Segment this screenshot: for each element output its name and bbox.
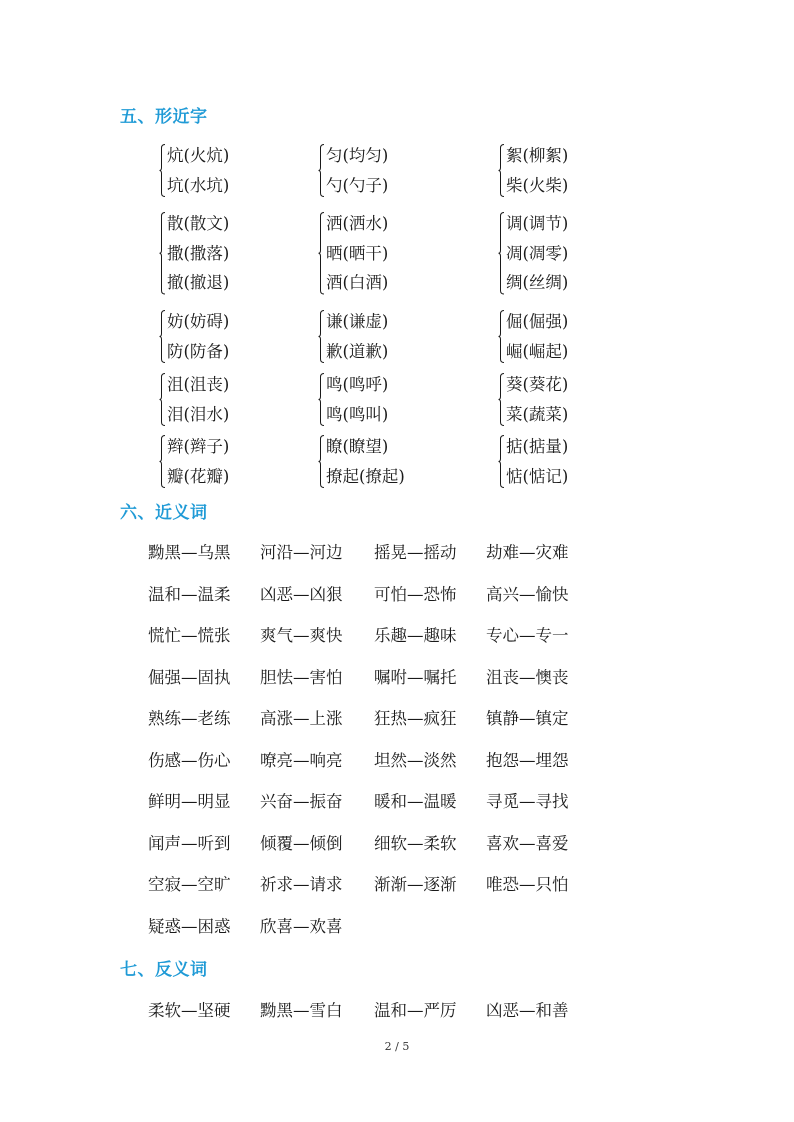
section-title-xingjinzi: 五、形近字 bbox=[120, 107, 208, 127]
xingjin-word: 絮(柳絮) bbox=[506, 146, 569, 165]
xingjin-word: 散(散文) bbox=[167, 214, 230, 233]
brace-icon bbox=[498, 373, 504, 426]
jinyi-pair: 可怕—恐怖 bbox=[374, 584, 457, 604]
xingjin-word: 鸣(鸣叫) bbox=[326, 404, 389, 424]
xingjin-word: 惦(惦记) bbox=[506, 466, 569, 486]
brace-icon bbox=[318, 310, 324, 363]
xingjin-word: 撤(撤退) bbox=[167, 273, 230, 292]
jinyi-pair: 抱怨—埋怨 bbox=[486, 750, 569, 770]
brace-icon bbox=[498, 212, 504, 295]
jinyi-pair: 黝黑—乌黑 bbox=[148, 543, 231, 562]
brace-icon bbox=[159, 212, 165, 295]
jinyi-pair: 寻觅—寻找 bbox=[486, 792, 569, 811]
jinyi-pair: 欣喜—欢喜 bbox=[260, 916, 343, 936]
xingjin-word: 掂(掂量) bbox=[506, 437, 569, 456]
xingjin-word: 调(调节) bbox=[506, 214, 569, 233]
jinyi-pair: 乐趣—趣味 bbox=[374, 626, 457, 645]
xingjin-word: 凋(凋零) bbox=[506, 243, 569, 263]
xingjin-word: 防(防备) bbox=[167, 341, 230, 361]
xingjin-word: 妨(妨碍) bbox=[167, 312, 230, 331]
jinyi-pair: 兴奋—振奋 bbox=[260, 792, 343, 811]
jinyi-pair: 倾覆—倾倒 bbox=[260, 833, 343, 853]
jinyi-pair: 嘱咐—嘱托 bbox=[374, 667, 457, 687]
xingjin-word: 瓣(花瓣) bbox=[167, 466, 230, 486]
jinyi-pair: 狂热—疯狂 bbox=[374, 709, 457, 728]
brace-icon bbox=[159, 144, 165, 197]
fanyi-pair: 温和—严厉 bbox=[374, 1001, 457, 1020]
xingjin-word: 倔(倔强) bbox=[506, 312, 569, 331]
xingjin-word: 匀(均匀) bbox=[326, 146, 389, 165]
xingjin-word: 沮(沮丧) bbox=[167, 375, 230, 394]
xingjin-word: 勺(勺子) bbox=[326, 175, 389, 195]
jinyi-pair: 慌忙—慌张 bbox=[148, 626, 231, 645]
jinyi-pair: 劫难—灾难 bbox=[486, 543, 569, 562]
xingjin-word: 洒(洒水) bbox=[326, 214, 389, 233]
jinyi-pair: 细软—柔软 bbox=[374, 833, 457, 853]
jinyi-pair: 镇静—镇定 bbox=[486, 709, 569, 728]
section-title-jinyici: 六、近义词 bbox=[120, 503, 208, 523]
brace-icon bbox=[498, 435, 504, 488]
jinyi-pair: 摇晃—摇动 bbox=[374, 543, 457, 562]
xingjin-word: 葵(葵花) bbox=[506, 375, 569, 394]
xingjin-word: 崛(崛起) bbox=[506, 341, 569, 361]
brace-icon bbox=[318, 435, 324, 488]
xingjin-word: 绸(丝绸) bbox=[506, 273, 569, 292]
jinyi-pair: 嘹亮—响亮 bbox=[260, 750, 343, 770]
jinyi-pair: 鲜明—明显 bbox=[148, 792, 231, 811]
brace-icon bbox=[498, 144, 504, 197]
section-title-fanyici: 七、反义词 bbox=[120, 960, 208, 980]
jinyi-pair: 专心—专一 bbox=[486, 626, 569, 645]
xingjin-word: 坑(水坑) bbox=[167, 175, 230, 195]
jinyi-pair: 渐渐—逐渐 bbox=[374, 875, 457, 894]
jinyi-pair: 高兴—愉快 bbox=[486, 584, 569, 604]
brace-icon bbox=[159, 435, 165, 488]
xingjin-word: 瞭(瞭望) bbox=[326, 437, 389, 456]
jinyi-pair: 坦然—淡然 bbox=[374, 750, 457, 770]
jinyi-pair: 沮丧—懊丧 bbox=[486, 667, 569, 687]
xingjin-word: 炕(火炕) bbox=[167, 146, 230, 165]
brace-icon bbox=[159, 310, 165, 363]
jinyi-pair: 喜欢—喜爱 bbox=[486, 833, 569, 853]
jinyi-pair: 河沿—河边 bbox=[260, 543, 343, 562]
jinyi-pair: 唯恐—只怕 bbox=[486, 875, 569, 894]
xingjin-word: 晒(晒干) bbox=[326, 243, 389, 263]
xingjin-word: 酒(白酒) bbox=[326, 273, 389, 292]
brace-icon bbox=[318, 144, 324, 197]
brace-icon bbox=[498, 310, 504, 363]
xingjin-word: 撩起(撩起) bbox=[326, 466, 405, 486]
jinyi-pair: 祈求—请求 bbox=[260, 875, 343, 894]
jinyi-pair: 疑惑—困惑 bbox=[148, 916, 231, 936]
xingjin-word: 辫(辫子) bbox=[167, 437, 230, 456]
jinyi-pair: 高涨—上涨 bbox=[260, 709, 343, 728]
xingjin-word: 谦(谦虚) bbox=[326, 312, 389, 331]
brace-icon bbox=[318, 373, 324, 426]
jinyi-pair: 熟练—老练 bbox=[148, 709, 231, 728]
jinyi-pair: 倔强—固执 bbox=[148, 667, 231, 687]
jinyi-pair: 空寂—空旷 bbox=[148, 875, 231, 894]
jinyi-pair: 凶恶—凶狠 bbox=[260, 584, 343, 604]
jinyi-pair: 爽气—爽快 bbox=[260, 626, 343, 645]
xingjin-word: 泪(泪水) bbox=[167, 404, 230, 424]
jinyi-pair: 暖和—温暖 bbox=[374, 792, 457, 811]
brace-icon bbox=[318, 212, 324, 295]
jinyi-pair: 温和—温柔 bbox=[148, 584, 231, 604]
jinyi-pair: 胆怯—害怕 bbox=[260, 667, 343, 687]
fanyi-pair: 柔软—坚硬 bbox=[148, 1001, 231, 1020]
brace-icon bbox=[159, 373, 165, 426]
xingjin-word: 柴(火柴) bbox=[506, 175, 569, 195]
fanyi-pair: 凶恶—和善 bbox=[486, 1001, 569, 1020]
xingjin-word: 菜(蔬菜) bbox=[506, 404, 569, 424]
jinyi-pair: 伤感—伤心 bbox=[148, 750, 231, 770]
page-number: 2 / 5 bbox=[384, 1040, 410, 1053]
jinyi-pair: 闻声—听到 bbox=[148, 833, 231, 853]
xingjin-word: 歉(道歉) bbox=[326, 341, 389, 361]
fanyi-pair: 黝黑—雪白 bbox=[260, 1001, 343, 1020]
xingjin-word: 撒(撒落) bbox=[167, 243, 230, 263]
xingjin-word: 鸣(鸣呼) bbox=[326, 375, 389, 394]
